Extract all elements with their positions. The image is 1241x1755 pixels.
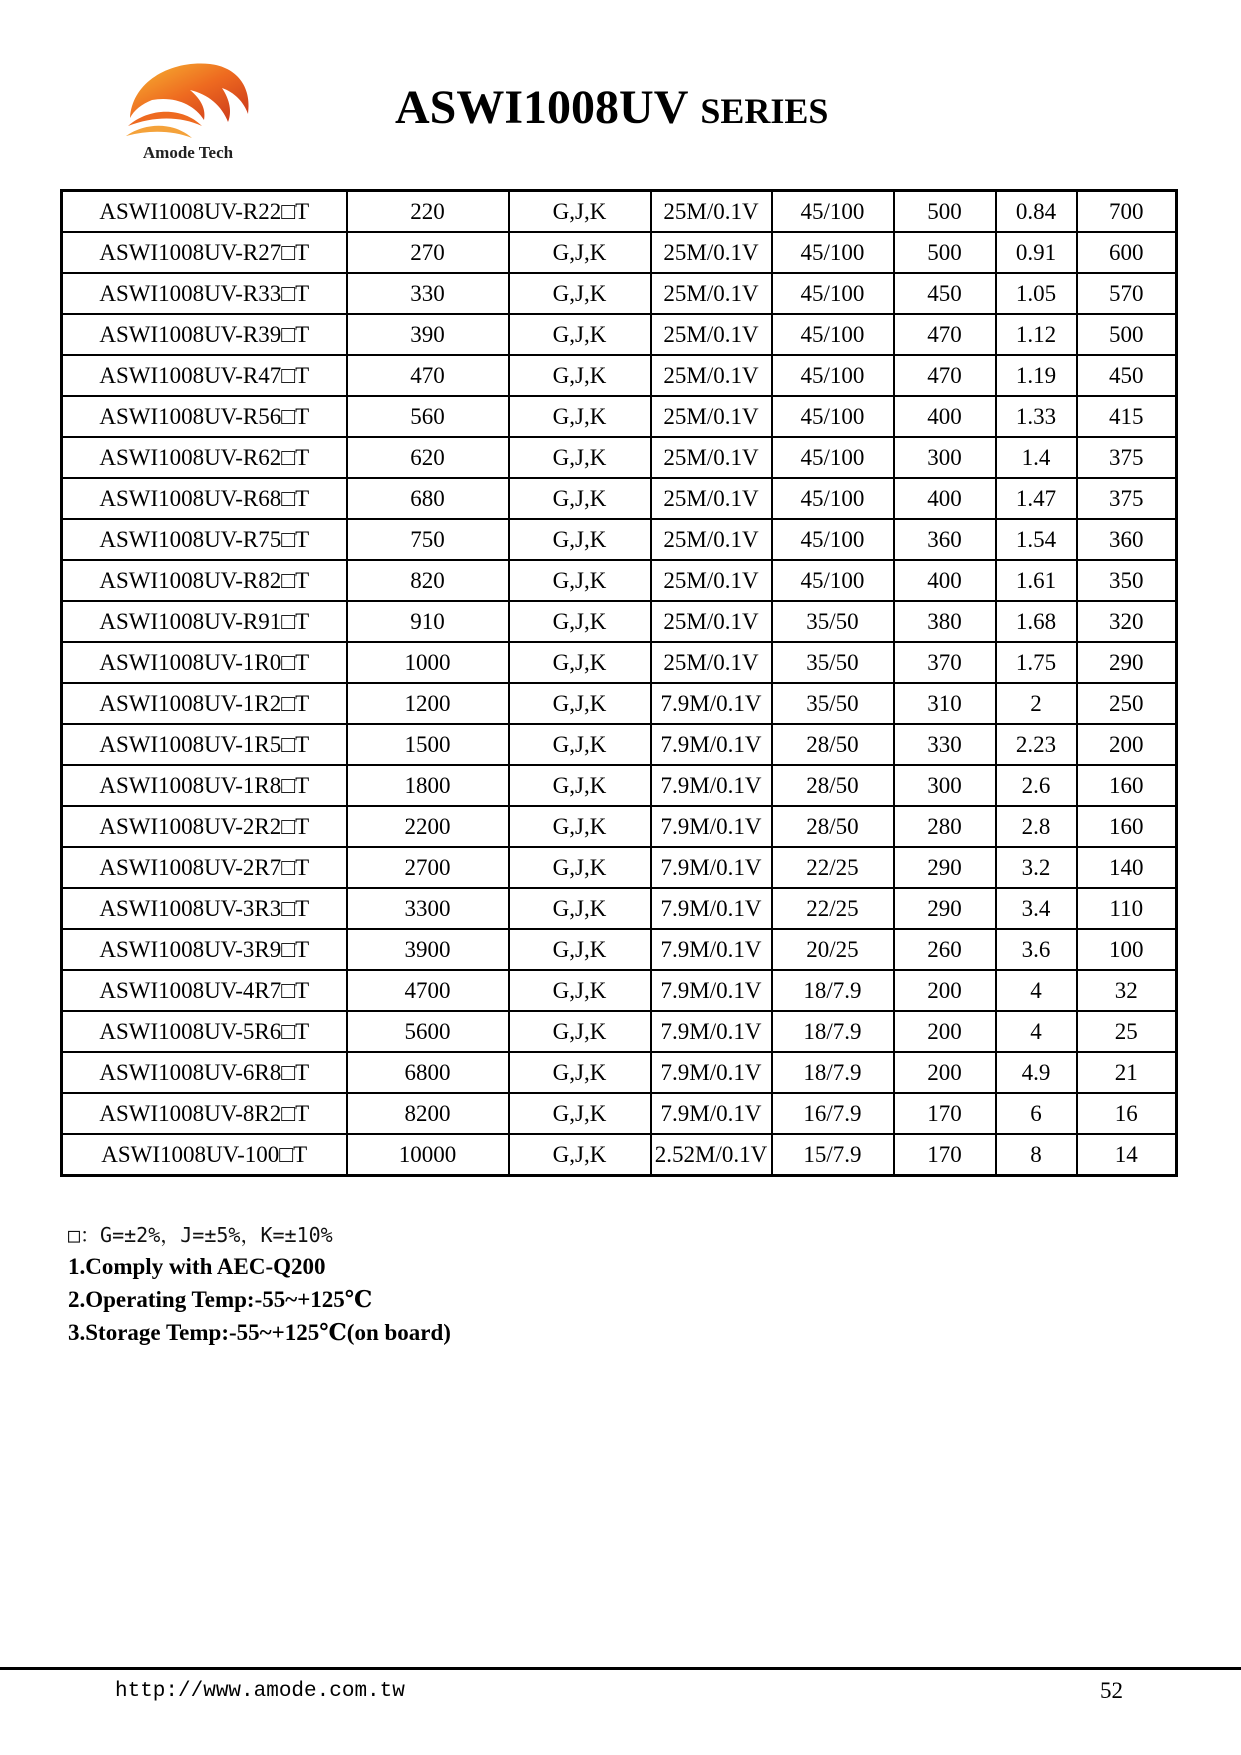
cell-5: 28/50 — [772, 806, 894, 847]
cell-2: 5600 — [347, 1011, 509, 1052]
cell-7: 1.05 — [996, 273, 1077, 314]
tolerance-cell: G,J,K — [509, 806, 651, 847]
cell-5: 45/100 — [772, 478, 894, 519]
tolerance-cell: G,J,K — [509, 601, 651, 642]
test-freq-cell: 7.9M/0.1V — [651, 806, 772, 847]
test-freq-cell: 7.9M/0.1V — [651, 1093, 772, 1134]
test-freq-cell: 7.9M/0.1V — [651, 929, 772, 970]
table-row — [62, 847, 1177, 888]
cell-8: 600 — [1077, 232, 1177, 273]
tolerance-cell: G,J,K — [509, 1134, 651, 1176]
tolerance-cell: G,J,K — [509, 724, 651, 765]
cell-7: 1.47 — [996, 478, 1077, 519]
part-number-cell: ASWI1008UV-R75□T — [62, 519, 347, 560]
cell-6: 470 — [894, 355, 996, 396]
cell-6: 300 — [894, 765, 996, 806]
part-number-cell: ASWI1008UV-R68□T — [62, 478, 347, 519]
table-row — [62, 560, 1177, 601]
cell-7: 2.6 — [996, 765, 1077, 806]
cell-7: 1.54 — [996, 519, 1077, 560]
part-number-cell: ASWI1008UV-R62□T — [62, 437, 347, 478]
tolerance-cell: G,J,K — [509, 847, 651, 888]
cell-8: 375 — [1077, 478, 1177, 519]
table-row — [62, 1052, 1177, 1093]
test-freq-cell: 25M/0.1V — [651, 560, 772, 601]
cell-2: 390 — [347, 314, 509, 355]
cell-8: 200 — [1077, 724, 1177, 765]
cell-8: 32 — [1077, 970, 1177, 1011]
cell-6: 470 — [894, 314, 996, 355]
cell-7: 0.91 — [996, 232, 1077, 273]
cell-2: 6800 — [347, 1052, 509, 1093]
tolerance-cell: G,J,K — [509, 1093, 651, 1134]
test-freq-cell: 25M/0.1V — [651, 437, 772, 478]
cell-6: 370 — [894, 642, 996, 683]
test-freq-cell: 25M/0.1V — [651, 519, 772, 560]
cell-5: 18/7.9 — [772, 1011, 894, 1052]
test-freq-cell: 7.9M/0.1V — [651, 683, 772, 724]
cell-2: 1500 — [347, 724, 509, 765]
cell-5: 22/25 — [772, 847, 894, 888]
cell-5: 28/50 — [772, 724, 894, 765]
cell-8: 100 — [1077, 929, 1177, 970]
table-row — [62, 601, 1177, 642]
cell-8: 375 — [1077, 437, 1177, 478]
tolerance-note: □：G=±2%，J=±5%，K=±10% — [68, 1223, 333, 1247]
tolerance-cell: G,J,K — [509, 396, 651, 437]
cell-8: 25 — [1077, 1011, 1177, 1052]
cell-5: 45/100 — [772, 191, 894, 233]
tolerance-cell: G,J,K — [509, 683, 651, 724]
cell-2: 8200 — [347, 1093, 509, 1134]
cell-2: 470 — [347, 355, 509, 396]
table-row — [62, 355, 1177, 396]
cell-8: 570 — [1077, 273, 1177, 314]
table-row — [62, 929, 1177, 970]
table-row — [62, 806, 1177, 847]
cell-2: 1800 — [347, 765, 509, 806]
notes — [68, 1220, 451, 1349]
cell-6: 400 — [894, 478, 996, 519]
spec-table — [60, 189, 1178, 1177]
cell-2: 3900 — [347, 929, 509, 970]
table-row — [62, 888, 1177, 929]
amode-tech-logo — [118, 52, 258, 164]
cell-7: 4 — [996, 970, 1077, 1011]
part-number-cell: ASWI1008UV-8R2□T — [62, 1093, 347, 1134]
cell-5: 45/100 — [772, 560, 894, 601]
part-number-cell: ASWI1008UV-6R8□T — [62, 1052, 347, 1093]
cell-6: 200 — [894, 970, 996, 1011]
table-row — [62, 314, 1177, 355]
part-number-cell: ASWI1008UV-R27□T — [62, 232, 347, 273]
cell-7: 1.61 — [996, 560, 1077, 601]
cell-5: 20/25 — [772, 929, 894, 970]
cell-7: 0.84 — [996, 191, 1077, 233]
cell-8: 320 — [1077, 601, 1177, 642]
tolerance-cell: G,J,K — [509, 560, 651, 601]
part-number-cell: ASWI1008UV-R82□T — [62, 560, 347, 601]
cell-6: 360 — [894, 519, 996, 560]
cell-7: 1.12 — [996, 314, 1077, 355]
cell-6: 290 — [894, 847, 996, 888]
cell-7: 4 — [996, 1011, 1077, 1052]
table-row — [62, 519, 1177, 560]
table-row — [62, 396, 1177, 437]
test-freq-cell: 25M/0.1V — [651, 314, 772, 355]
note-operating-temp: 2.Operating Temp:-55~+125℃ — [68, 1287, 373, 1312]
cell-7: 1.33 — [996, 396, 1077, 437]
cell-5: 45/100 — [772, 273, 894, 314]
part-number-cell: ASWI1008UV-R33□T — [62, 273, 347, 314]
cell-6: 300 — [894, 437, 996, 478]
cell-5: 35/50 — [772, 601, 894, 642]
part-number-cell: ASWI1008UV-100□T — [62, 1134, 347, 1176]
tolerance-cell: G,J,K — [509, 888, 651, 929]
table-row — [62, 437, 1177, 478]
tolerance-cell: G,J,K — [509, 1052, 651, 1093]
cell-6: 170 — [894, 1093, 996, 1134]
cell-2: 820 — [347, 560, 509, 601]
table-row — [62, 191, 1177, 233]
cell-6: 280 — [894, 806, 996, 847]
tolerance-cell: G,J,K — [509, 642, 651, 683]
cell-8: 450 — [1077, 355, 1177, 396]
cell-7: 1.75 — [996, 642, 1077, 683]
tolerance-cell: G,J,K — [509, 437, 651, 478]
cell-2: 2700 — [347, 847, 509, 888]
cell-7: 1.4 — [996, 437, 1077, 478]
cell-8: 140 — [1077, 847, 1177, 888]
test-freq-cell: 25M/0.1V — [651, 478, 772, 519]
part-number-cell: ASWI1008UV-R22□T — [62, 191, 347, 233]
cell-2: 750 — [347, 519, 509, 560]
cell-7: 4.9 — [996, 1052, 1077, 1093]
table-row — [62, 1011, 1177, 1052]
cell-5: 45/100 — [772, 519, 894, 560]
tolerance-cell: G,J,K — [509, 314, 651, 355]
cell-8: 21 — [1077, 1052, 1177, 1093]
tolerance-cell: G,J,K — [509, 765, 651, 806]
cell-5: 28/50 — [772, 765, 894, 806]
part-number-cell: ASWI1008UV-R56□T — [62, 396, 347, 437]
cell-5: 22/25 — [772, 888, 894, 929]
cell-2: 620 — [347, 437, 509, 478]
cell-5: 45/100 — [772, 396, 894, 437]
tolerance-cell: G,J,K — [509, 929, 651, 970]
cell-8: 290 — [1077, 642, 1177, 683]
cell-6: 450 — [894, 273, 996, 314]
table-row — [62, 1093, 1177, 1134]
cell-7: 2.23 — [996, 724, 1077, 765]
part-number-cell: ASWI1008UV-1R8□T — [62, 765, 347, 806]
test-freq-cell: 2.52M/0.1V — [651, 1134, 772, 1176]
table-row — [62, 642, 1177, 683]
tolerance-cell: G,J,K — [509, 273, 651, 314]
table-row — [62, 765, 1177, 806]
test-freq-cell: 25M/0.1V — [651, 191, 772, 233]
part-number-cell: ASWI1008UV-1R2□T — [62, 683, 347, 724]
cell-7: 2.8 — [996, 806, 1077, 847]
cell-2: 270 — [347, 232, 509, 273]
cell-2: 220 — [347, 191, 509, 233]
cell-5: 45/100 — [772, 437, 894, 478]
cell-7: 3.2 — [996, 847, 1077, 888]
page-number: 52 — [1100, 1678, 1123, 1703]
cell-2: 330 — [347, 273, 509, 314]
cell-2: 680 — [347, 478, 509, 519]
test-freq-cell: 25M/0.1V — [651, 232, 772, 273]
cell-8: 500 — [1077, 314, 1177, 355]
footer-divider — [0, 1667, 1241, 1670]
cell-2: 560 — [347, 396, 509, 437]
cell-6: 170 — [894, 1134, 996, 1176]
table-row — [62, 232, 1177, 273]
cell-6: 380 — [894, 601, 996, 642]
part-number-cell: ASWI1008UV-3R9□T — [62, 929, 347, 970]
cell-8: 160 — [1077, 806, 1177, 847]
test-freq-cell: 25M/0.1V — [651, 642, 772, 683]
cell-7: 3.6 — [996, 929, 1077, 970]
cell-6: 290 — [894, 888, 996, 929]
part-number-cell: ASWI1008UV-1R5□T — [62, 724, 347, 765]
cell-2: 1200 — [347, 683, 509, 724]
cell-5: 18/7.9 — [772, 970, 894, 1011]
cell-2: 2200 — [347, 806, 509, 847]
tolerance-cell: G,J,K — [509, 191, 651, 233]
table-row — [62, 273, 1177, 314]
tolerance-cell: G,J,K — [509, 478, 651, 519]
table-row — [62, 970, 1177, 1011]
note-aec-q200: 1.Comply with AEC-Q200 — [68, 1254, 326, 1279]
table-row — [62, 478, 1177, 519]
cell-8: 360 — [1077, 519, 1177, 560]
cell-8: 14 — [1077, 1134, 1177, 1176]
title-main: ASWI1008UV — [395, 81, 689, 134]
cell-8: 110 — [1077, 888, 1177, 929]
footer-url: http://www.amode.com.tw — [115, 1680, 405, 1703]
test-freq-cell: 25M/0.1V — [651, 601, 772, 642]
tolerance-cell: G,J,K — [509, 970, 651, 1011]
cell-5: 18/7.9 — [772, 1052, 894, 1093]
cell-6: 200 — [894, 1052, 996, 1093]
cell-8: 350 — [1077, 560, 1177, 601]
test-freq-cell: 7.9M/0.1V — [651, 765, 772, 806]
test-freq-cell: 7.9M/0.1V — [651, 724, 772, 765]
svg-text:Amode Tech: Amode Tech — [142, 143, 234, 162]
part-number-cell: ASWI1008UV-4R7□T — [62, 970, 347, 1011]
page-title — [395, 81, 829, 134]
tolerance-cell: G,J,K — [509, 519, 651, 560]
cell-6: 310 — [894, 683, 996, 724]
cell-8: 16 — [1077, 1093, 1177, 1134]
cell-2: 3300 — [347, 888, 509, 929]
cell-6: 500 — [894, 232, 996, 273]
test-freq-cell: 25M/0.1V — [651, 273, 772, 314]
cell-6: 500 — [894, 191, 996, 233]
test-freq-cell: 7.9M/0.1V — [651, 1052, 772, 1093]
tolerance-cell: G,J,K — [509, 355, 651, 396]
part-number-cell: ASWI1008UV-5R6□T — [62, 1011, 347, 1052]
table-row — [62, 683, 1177, 724]
part-number-cell: ASWI1008UV-R39□T — [62, 314, 347, 355]
cell-8: 250 — [1077, 683, 1177, 724]
test-freq-cell: 7.9M/0.1V — [651, 888, 772, 929]
table-row — [62, 1134, 1177, 1176]
test-freq-cell: 7.9M/0.1V — [651, 1011, 772, 1052]
spec-table-body — [62, 191, 1177, 1176]
cell-5: 45/100 — [772, 355, 894, 396]
cell-6: 330 — [894, 724, 996, 765]
part-number-cell: ASWI1008UV-2R2□T — [62, 806, 347, 847]
cell-6: 260 — [894, 929, 996, 970]
cell-5: 15/7.9 — [772, 1134, 894, 1176]
cell-7: 3.4 — [996, 888, 1077, 929]
test-freq-cell: 7.9M/0.1V — [651, 970, 772, 1011]
cell-5: 45/100 — [772, 314, 894, 355]
part-number-cell: ASWI1008UV-R47□T — [62, 355, 347, 396]
part-number-cell: ASWI1008UV-R91□T — [62, 601, 347, 642]
cell-5: 35/50 — [772, 642, 894, 683]
cell-6: 200 — [894, 1011, 996, 1052]
part-number-cell: ASWI1008UV-1R0□T — [62, 642, 347, 683]
cell-2: 910 — [347, 601, 509, 642]
cell-5: 45/100 — [772, 232, 894, 273]
part-number-cell: ASWI1008UV-3R3□T — [62, 888, 347, 929]
cell-7: 8 — [996, 1134, 1077, 1176]
test-freq-cell: 25M/0.1V — [651, 355, 772, 396]
cell-2: 10000 — [347, 1134, 509, 1176]
cell-8: 160 — [1077, 765, 1177, 806]
table-row — [62, 724, 1177, 765]
cell-7: 6 — [996, 1093, 1077, 1134]
cell-7: 1.68 — [996, 601, 1077, 642]
cell-6: 400 — [894, 396, 996, 437]
cell-8: 415 — [1077, 396, 1177, 437]
cell-8: 700 — [1077, 191, 1177, 233]
part-number-cell: ASWI1008UV-2R7□T — [62, 847, 347, 888]
tolerance-cell: G,J,K — [509, 1011, 651, 1052]
cell-5: 16/7.9 — [772, 1093, 894, 1134]
cell-6: 400 — [894, 560, 996, 601]
title-suffix: SERIES — [700, 91, 829, 131]
test-freq-cell: 25M/0.1V — [651, 396, 772, 437]
cell-2: 4700 — [347, 970, 509, 1011]
cell-7: 2 — [996, 683, 1077, 724]
cell-5: 35/50 — [772, 683, 894, 724]
test-freq-cell: 7.9M/0.1V — [651, 847, 772, 888]
cell-7: 1.19 — [996, 355, 1077, 396]
tolerance-cell: G,J,K — [509, 232, 651, 273]
cell-2: 1000 — [347, 642, 509, 683]
note-storage-temp: 3.Storage Temp:-55~+125℃(on board) — [68, 1320, 451, 1345]
